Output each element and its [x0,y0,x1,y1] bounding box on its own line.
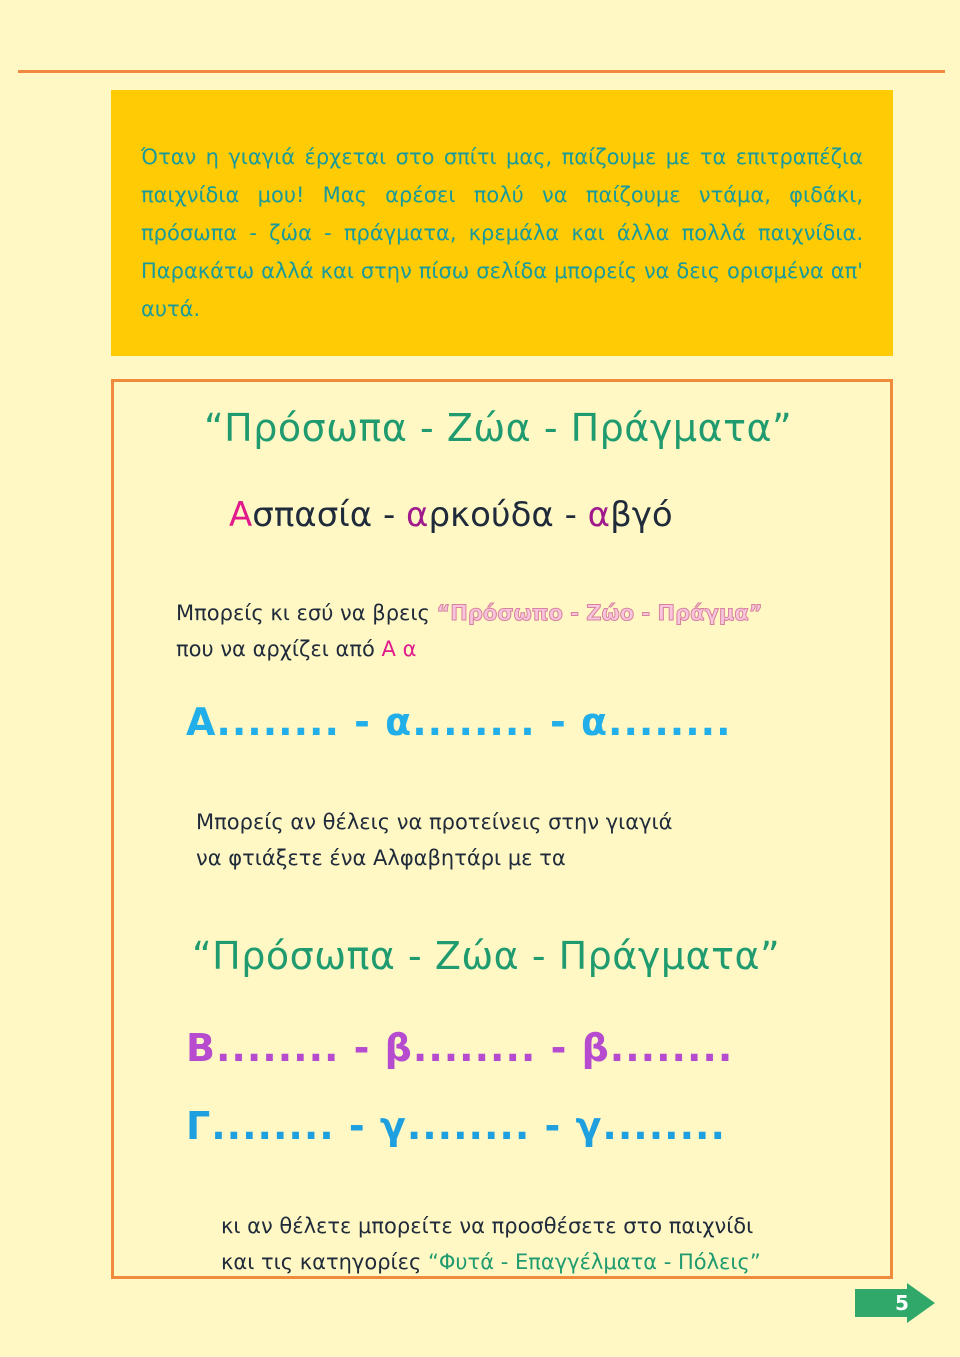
fill-line-b: Β........ - β........ - β........ [186,1026,734,1070]
bottom-line2: και τις κατηγορίες [221,1250,428,1274]
top-rule [18,70,945,73]
bottom-line1: κι αν θέλετε μπορείτε να προσθέσετε στο παιχνίδι [221,1214,754,1238]
page-number: 5 [895,1291,909,1315]
fill-line-a: Α........ - α........ - α........ [186,700,732,744]
intro-box [111,90,893,356]
question-letters: Α α [381,637,417,661]
suggest-text [196,804,673,876]
example-word1-first: Α [229,495,253,535]
suggest-line1: Μπορείς αν θέλεις να προτείνεις στην γιαγιά [196,810,673,834]
question-line2: που να αρχίζει από [176,637,382,661]
example-words [229,495,673,535]
question-outline: “Πρόσωπο - Ζώο - Πράγμα” [436,601,763,625]
example-word1-rest: σπασία - [252,495,407,535]
game-title: “Πρόσωπα - Ζώα - Πράγματα” [204,406,793,450]
example-word2-first: α [406,495,429,535]
game-box [111,379,893,1279]
categories-text: “Φυτά - Επαγγέλματα - Πόλεις” [428,1250,761,1274]
example-word2-rest: ρκούδα - [428,495,588,535]
question-line1: Μπορείς κι εσύ να βρεις [176,601,437,625]
fill-line-g: Γ........ - γ........ - γ........ [186,1104,726,1148]
intro-text: Όταν η γιαγιά έρχεται στο σπίτι μας, παίζουμε με τα επιτραπέζια παιχνίδια μου! Μας αρέσει πολύ να παίζουμε ντάμα, φιδάκι, πρόσωπα - ζώα - πράγματα, κρεμάλα και άλλα πολλά παιχνίδια. Παρακάτω αλλά και στην πίσω σελίδα μπορείς να δεις ορισμένα απ' αυτά. [141,145,863,321]
suggest-line2: να φτιάξετε ένα Αλφαβητάρι με τα [196,846,566,870]
question-text [176,595,763,667]
example-word3-rest: βγό [610,495,673,535]
example-word3-first: α [587,495,611,535]
bottom-note [221,1208,761,1280]
game-title-2: “Πρόσωπα - Ζώα - Πράγματα” [192,934,781,978]
